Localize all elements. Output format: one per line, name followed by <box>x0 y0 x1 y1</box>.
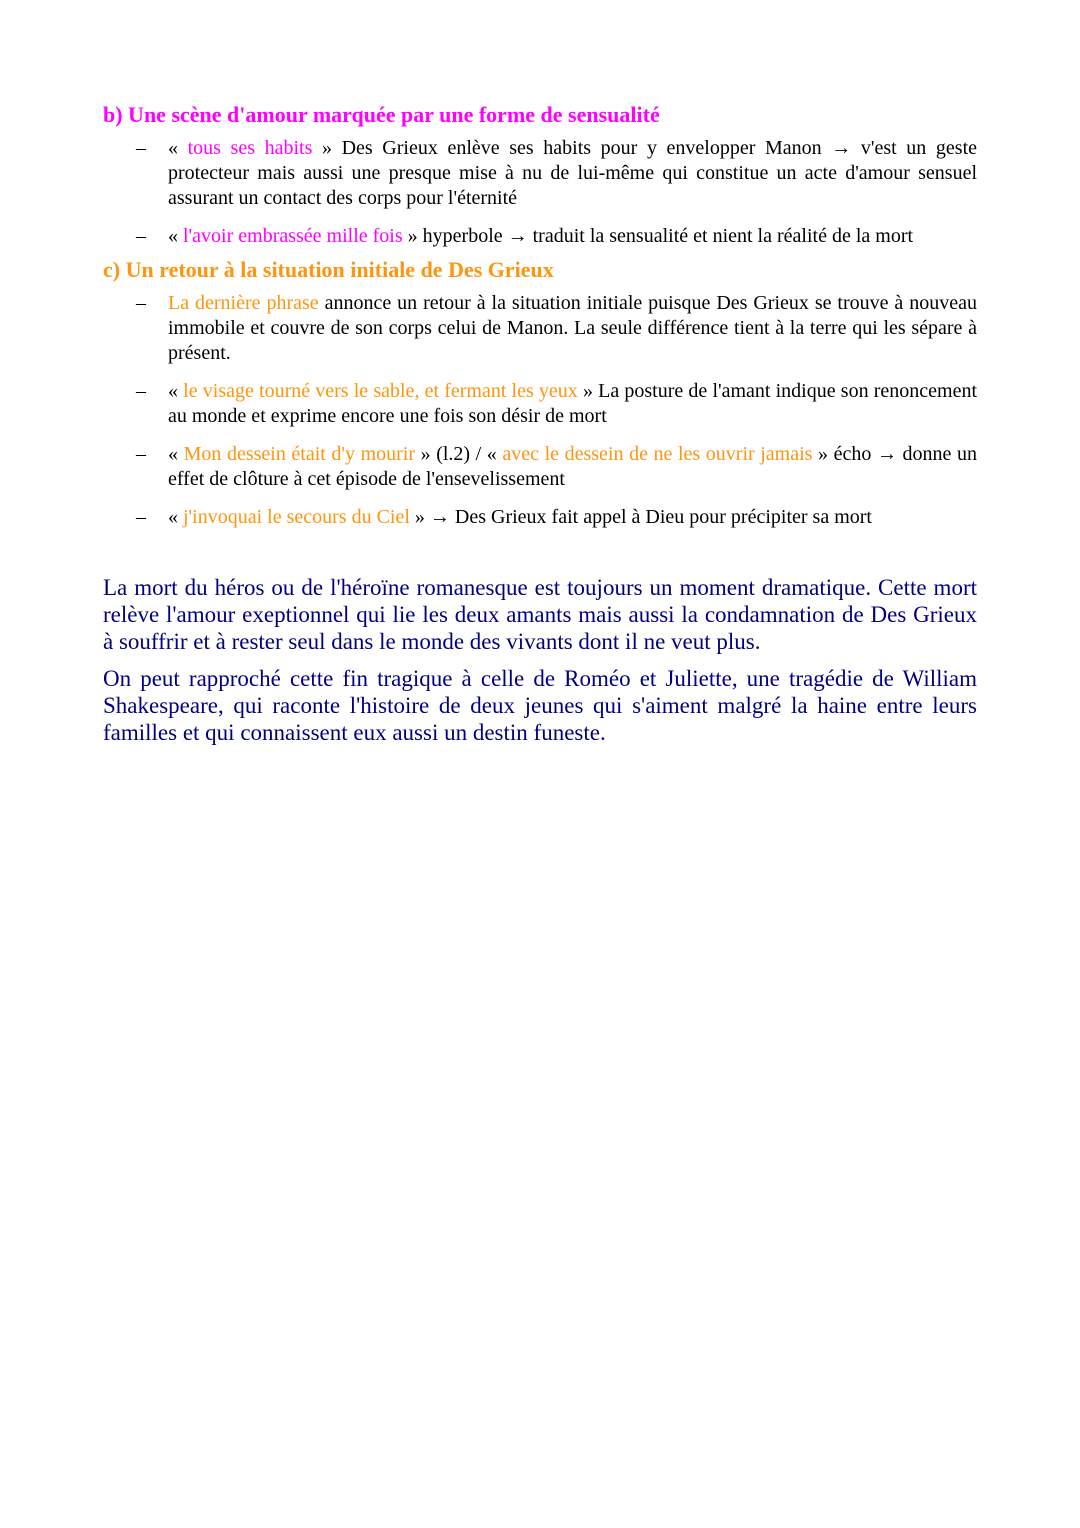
bullet-dash: – <box>136 137 146 159</box>
list-item: – « tous ses habits » Des Grieux enlève ses habits pour y envelopper Manon → v'est un geste protecteur mais aussi une presque mise à nu de lui-même qui constitue un acte d'amour sensuel assurant un contact des corps pour l'éternité <box>136 137 977 209</box>
bullet-dash: – <box>136 225 146 247</box>
list-item: – La dernière phrase annonce un retour à la situation initiale puisque Des Grieux se trouve à nouveau immobile et couvre de son corps celui de Manon. La seule différence tient à la terre qui les sépare à présent. <box>136 292 977 364</box>
bullet-dash: – <box>136 380 146 402</box>
quote-highlight: tous ses habits <box>187 137 313 159</box>
section-c-list <box>103 291 977 530</box>
section-b-heading: b) Une scène d'amour marquée par une forme de sensualité <box>103 102 660 127</box>
quote-highlight: Mon dessein était d'y mourir <box>183 443 416 465</box>
conclusion-block <box>103 574 977 746</box>
section-c-heading: c) Un retour à la situation initiale de Des Grieux <box>103 257 554 282</box>
quote-highlight: j'invoquai le secours du Ciel <box>183 506 410 528</box>
bullet-dash: – <box>136 292 146 314</box>
bullet-dash: – <box>136 506 146 528</box>
list-item: – « le visage tourné vers le sable, et fermant les yeux » La posture de l'amant indique son renoncement au monde et exprime encore une fois son désir de mort <box>136 380 978 427</box>
list-item: – « j'invoquai le secours du Ciel » → Des Grieux fait appel à Dieu pour précipiter sa mort <box>136 506 872 528</box>
list-item: – « l'avoir embrassée mille fois » hyperbole → traduit la sensualité et nient la réalité de la mort <box>136 225 914 247</box>
quote-highlight: La dernière phrase <box>168 292 319 314</box>
bullet-dash: – <box>136 443 146 465</box>
quote-highlight: l'avoir embrassée mille fois <box>183 225 403 247</box>
conclusion-paragraph: On peut rapproché cette fin tragique à celle de Roméo et Juliette, une tragédie de William Shakespeare, qui raconte l'histoire de deux jeunes qui s'aiment malgré la haine entre leurs familles et qui connaissent eux aussi un destin funeste. <box>103 666 977 745</box>
conclusion-paragraph: La mort du héros ou de l'héroïne romanesque est toujours un moment dramatique. Cette mort relève l'amour exeptionnel qui lie les deux amants mais aussi la condamnation de Des Grieux à souffrir et à rester seul dans le monde des vivants dont il ne veut plus. <box>103 575 977 654</box>
quote-highlight: avec le dessein de ne les ouvrir jamais <box>502 443 813 465</box>
section-b-list <box>103 136 977 249</box>
list-item: – « Mon dessein était d'y mourir » (l.2) / « avec le dessein de ne les ouvrir jamais » écho → donne un effet de clôture à cet épisode de l'ensevelissement <box>136 443 978 490</box>
quote-highlight: le visage tourné vers le sable, et fermant les yeux <box>183 380 578 402</box>
